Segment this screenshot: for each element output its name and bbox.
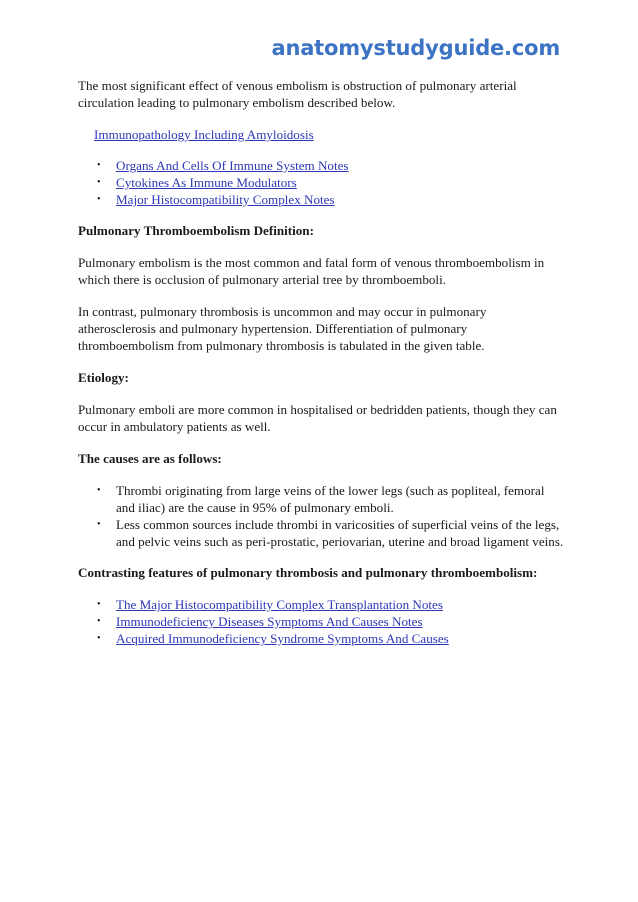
heading-causes: The causes are as follows: [78,451,222,466]
link-organs-cells[interactable]: Organs And Cells Of Immune System Notes [116,158,349,173]
bullet-icon: • [97,599,101,610]
related-link-wrapper [94,126,564,143]
causes-list [78,482,564,550]
bullet-icon: • [97,485,101,496]
link-aids[interactable]: Acquired Immunodeficiency Syndrome Symptoms And Causes [116,631,449,646]
bullet-icon: • [97,616,101,627]
cause-text: Thrombi originating from large veins of the lower legs (such as popliteal, femoral and iliac) are the cause in 95% of pulmonary emboli. [116,483,545,515]
list-item [78,613,564,630]
link-cytokines[interactable]: Cytokines As Immune Modulators [116,175,297,190]
definition-paragraph-2: In contrast, pulmonary thrombosis is uncommon and may occur in pulmonary atherosclerosis and pulmonary hypertension. Differentiation of pulmonary thromboembolism from pulmonary thrombosis is tabulated in the given table. [78,304,487,353]
cause-text: Less common sources include thrombi in varicosities of superficial veins of the legs, and pelvic veins such as peri-prostatic, periovarian, uterine and broad ligament veins. [116,517,564,549]
list-item [78,630,564,647]
related-links-list-1 [78,157,564,208]
related-link-immunopathology[interactable]: Immunopathology Including Amyloidosis [94,127,314,142]
list-item [78,516,564,550]
intro-paragraph: The most significant effect of venous embolism is obstruction of pulmonary arterial circulation leading to pulmonary embolism described below. [78,78,517,110]
link-immunodeficiency[interactable]: Immunodeficiency Diseases Symptoms And Causes Notes [116,614,423,629]
heading-contrast: Contrasting features of pulmonary thrombosis and pulmonary thromboembolism: [78,565,538,580]
related-links-list-2 [78,596,564,647]
link-mhc-notes[interactable]: Major Histocompatibility Complex Notes [116,192,335,207]
definition-paragraph-1: Pulmonary embolism is the most common and fatal form of venous thromboembolism in which there is occlusion of pulmonary arterial tree by thromboemboli. [78,255,545,287]
article-body [78,77,564,661]
list-item [78,596,564,613]
bullet-icon: • [97,633,101,644]
bullet-icon: • [97,194,101,205]
bullet-icon: • [97,160,101,171]
heading-etiology: Etiology: [78,370,129,385]
list-item [78,482,564,516]
site-brand: anatomystudyguide.com [271,36,560,60]
bullet-icon: • [97,519,101,530]
list-item [78,157,564,174]
list-item [78,174,564,191]
list-item [78,191,564,208]
bullet-icon: • [97,177,101,188]
link-mhc-transplantation[interactable]: The Major Histocompatibility Complex Transplantation Notes [116,597,443,612]
etiology-paragraph: Pulmonary emboli are more common in hospitalised or bedridden patients, though they can occur in ambulatory patients as well. [78,402,557,434]
heading-definition: Pulmonary Thromboembolism Definition: [78,223,314,238]
